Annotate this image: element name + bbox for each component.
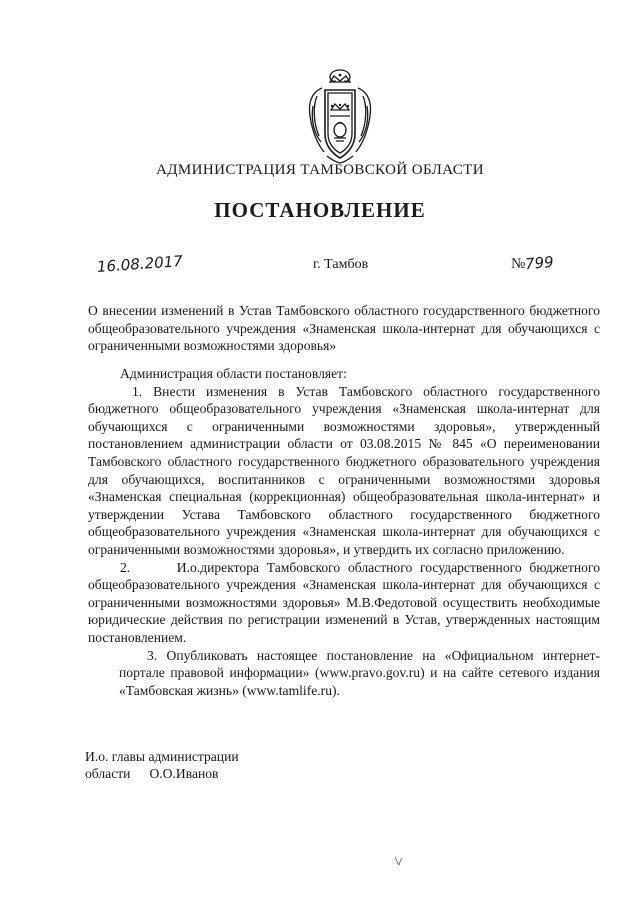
item-number: 1. [132,383,143,399]
list-item [88,383,600,559]
document-subject: О внесении изменений в Устав Тамбовского областного государственного бюджетного общеобразовательного учреждения «Знаменская школа-интернат для обучающихся с ограниченными возможностями здоровья» [88,303,600,354]
signatory-title: И.о. главы администрации [85,749,239,764]
document-body [88,365,600,699]
document-city: г. Тамбов [313,257,369,272]
item-text: Опубликовать настоящее постановление на «Официальном интернет-портале правовой информации» (www.pravo.gov.ru) и на сайте сетевого издания «Тамбовская жизнь» (www.tamlife.ru). [119,647,600,698]
document-date: 16.08.2017 [96,252,184,276]
document-number [511,254,554,273]
item-text: И.о.директора Тамбовского областного государственного бюджетного общеобразовательного учреждения «Знаменская школа-интернат для обучающихся с ограниченными возможностями здоровья» М.В.Федотовой осуществить необходимые юридические действия по регистрации изменений в Устав, утвержденных настоящим постановлением. [88,559,601,645]
preamble: Администрация области постановляет: [120,366,347,381]
tambov-coat-of-arms-icon [297,66,383,166]
item-number: 3. [147,647,158,663]
document-type-title: ПОСТАНОВЛЕНИЕ [214,198,426,222]
signatory-title-cont: области [85,766,131,781]
number-sign: № [511,256,526,272]
signatory-name: О.О.Иванов [149,766,219,781]
signature-line [85,765,239,782]
number-value: 799 [524,252,555,274]
item-number: 2. [120,559,131,575]
signature-block [85,748,239,782]
item-text: Внести изменения в Устав Тамбовского областного государственного бюджетного общеобразовательного учреждения «Знаменская школа-интернат для обучающихся с ограниченными возможностями здоровья», утвержденный постановлением администрации области от 03.08.2015 № 845 «О переименовании Тамбовского областного государственного бюджетного образовательного учреждения для обучающихся, воспитанников с ограниченными возможностями здоровья «Знаменская специальная (коррекционная) общеобразовательная школа-интернат» и утверждении Устава Тамбовского областного государственного бюджетного общеобразовательного учреждения «Знаменская школа-интернат для обучающихся с ограниченными возможностями здоровья», и утвердить их согласно приложению. [88,383,600,557]
issuing-authority: АДМИНИСТРАЦИЯ ТАМБОВСКОЙ ОБЛАСТИ [156,162,484,178]
stray-mark-icon [392,854,406,868]
list-item [88,559,600,647]
list-item [88,647,600,700]
